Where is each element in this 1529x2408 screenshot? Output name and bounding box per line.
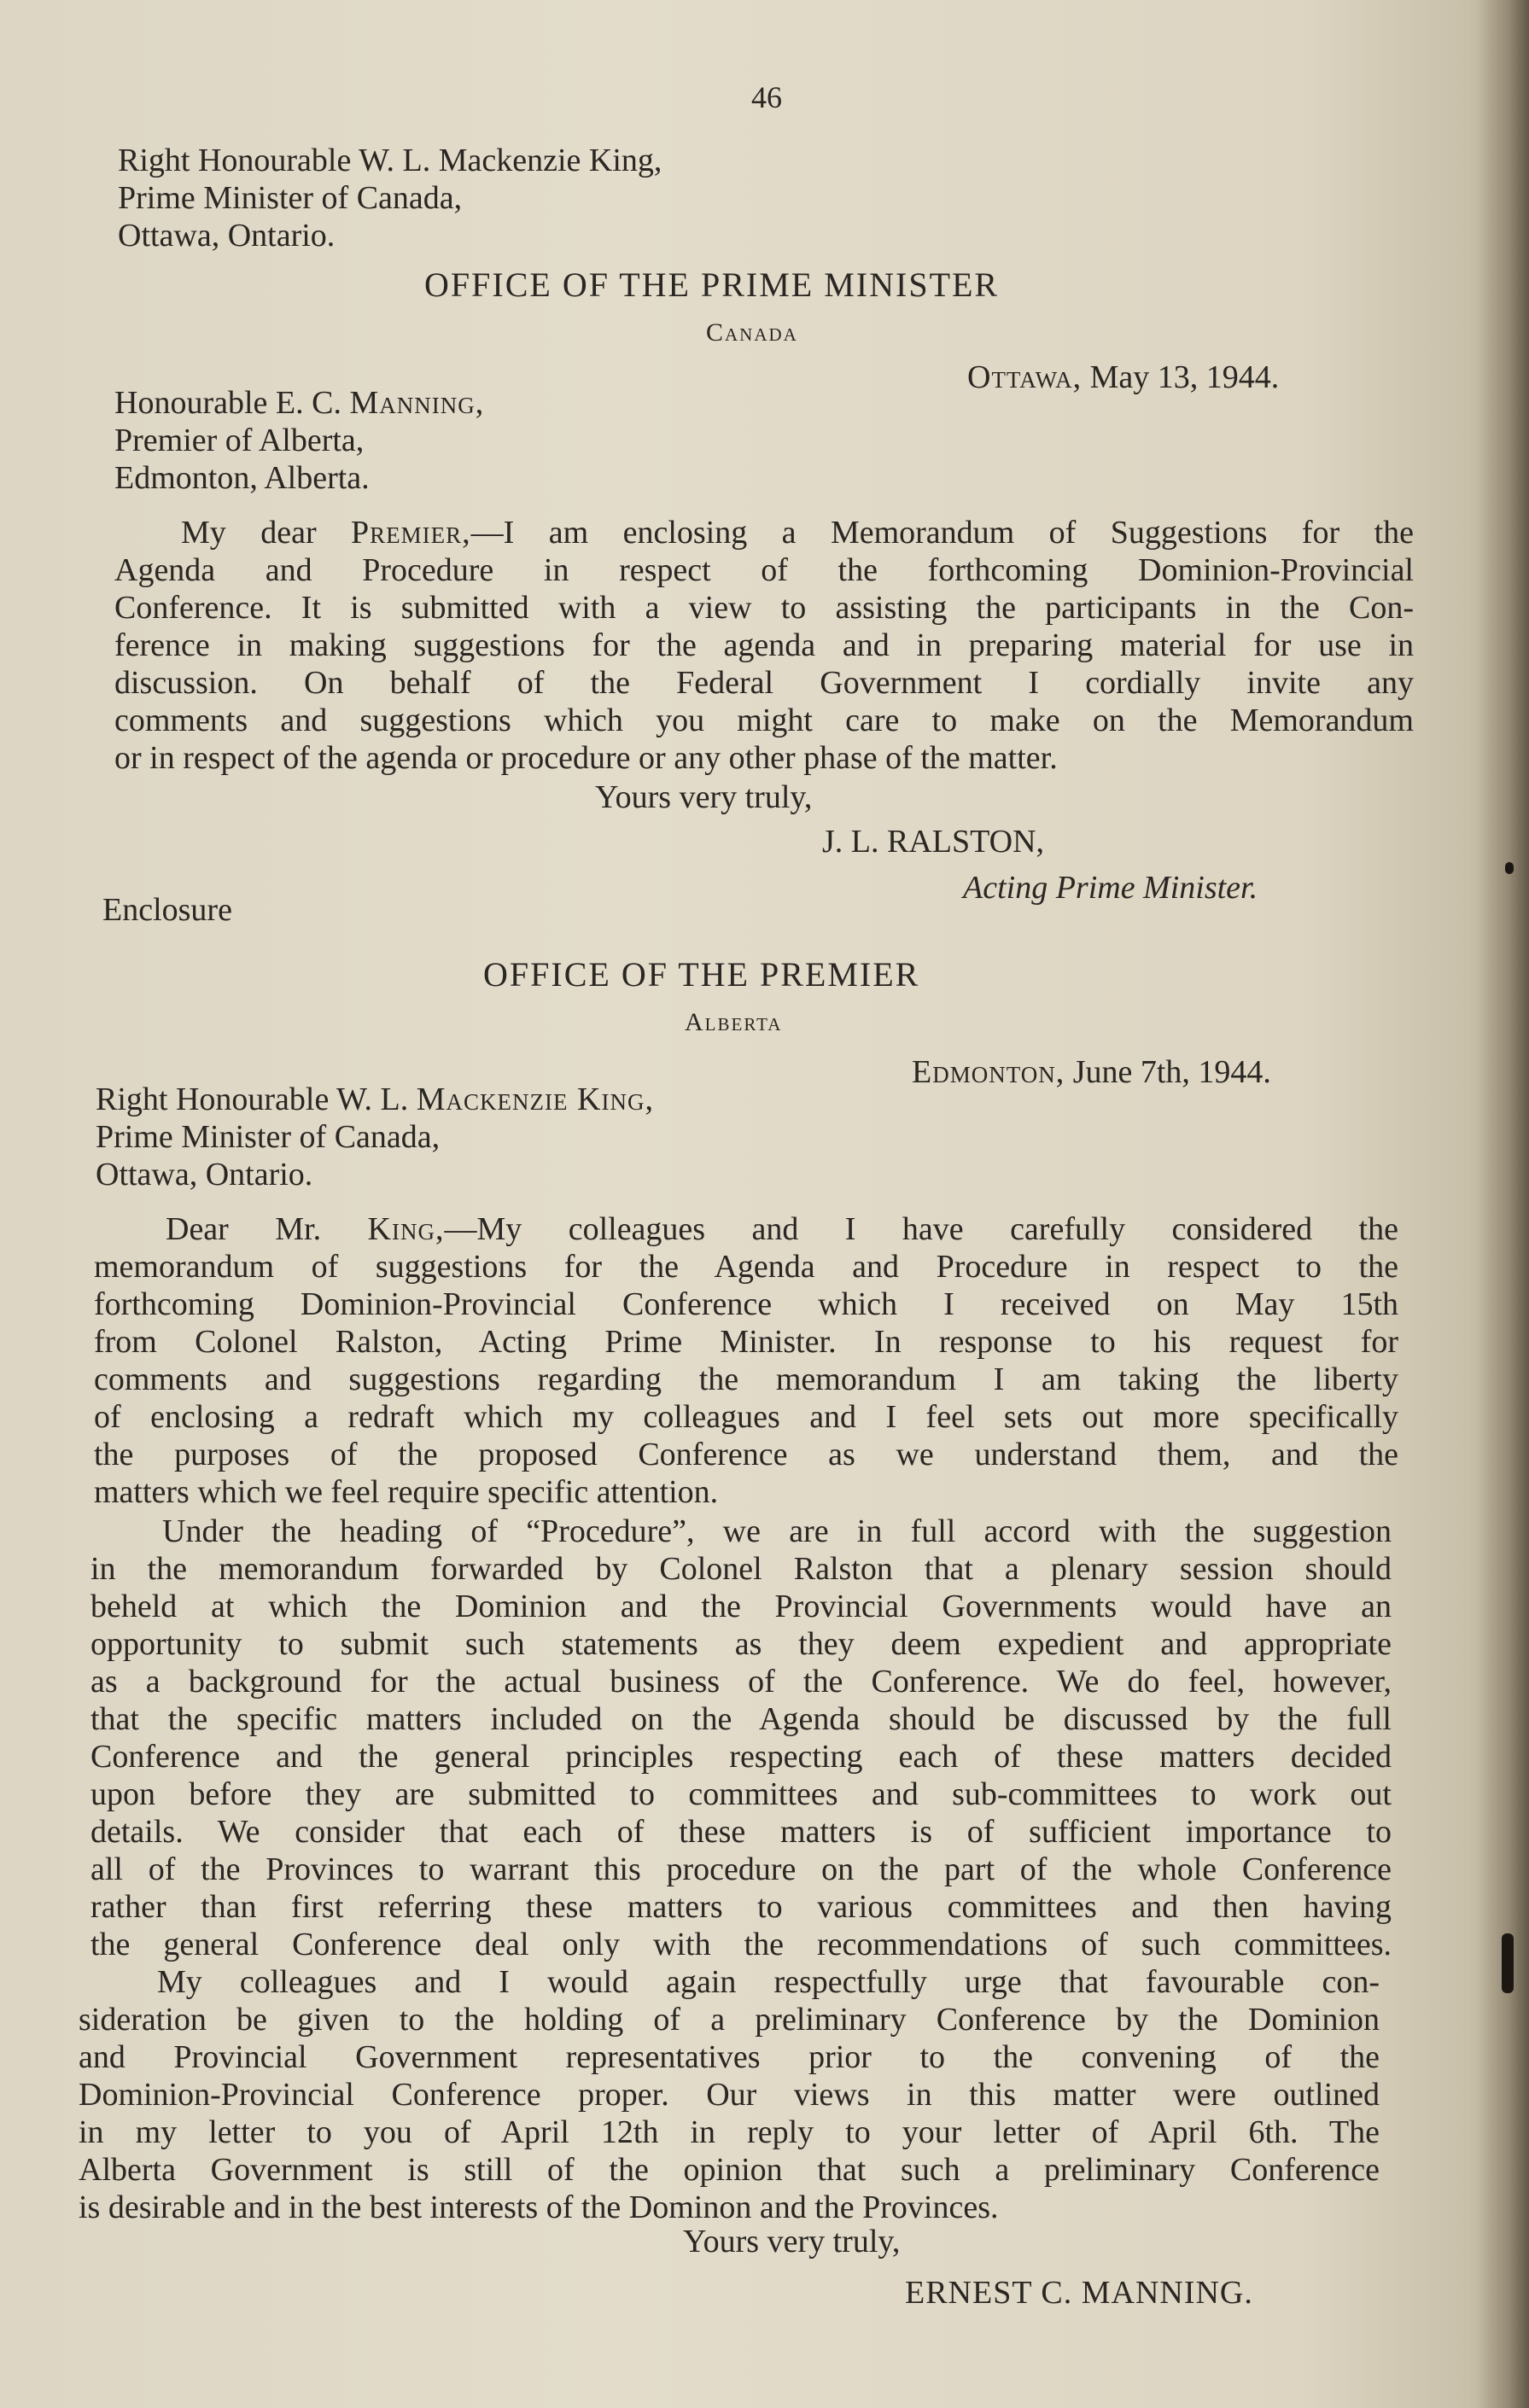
letter2-addressee-prefix: Right Honourable W. L. (96, 1082, 409, 1117)
letter1-body-line: Agenda and Procedure in respect of the forthcoming Dominion-Provincial (114, 552, 1414, 588)
book-spine-shadow (1478, 0, 1529, 2408)
letter2-p2-line: all of the Provinces to warrant this procedure on the part of the whole Conference (90, 1851, 1392, 1887)
letter2-p3-line: is desirable and in the best interests of the Dominon and the Provinces. (79, 2189, 999, 2225)
letter2-addressee-name: Mackenzie King, (416, 1082, 654, 1117)
letter2-p2-line: upon before they are submitted to committees and sub-committees to work out (90, 1776, 1392, 1812)
letter2-p3-line: Alberta Government is still of the opinion that such a preliminary Conference (79, 2152, 1380, 2188)
letter2-closing: Yours very truly, (683, 2224, 901, 2259)
letter2-addressee-line (96, 1081, 654, 1118)
letter1-enclosure: Enclosure (102, 892, 232, 928)
letter2-p2-line: opportunity to submit such statements as they deem expedient and appropriate (90, 1626, 1392, 1662)
letter1-signature: J. L. RALSTON, (822, 824, 1045, 860)
letter2-p1-first-line (166, 1210, 1398, 1248)
letter2-p2-line: rather than first referring these matters to various committees and then having (90, 1889, 1392, 1925)
letter1-recipient-line: Edmonton, Alberta. (114, 460, 370, 496)
letter1-recipient-prefix: Honourable E. C. (114, 385, 341, 421)
letter2-p3-line: My colleagues and I would again respectfully urge that favourable con- (157, 1964, 1380, 2000)
letter1-signer-title: Acting Prime Minister. (963, 870, 1258, 906)
letter2-addressee-line: Prime Minister of Canada, (96, 1119, 441, 1155)
letter1-closing: Yours very truly, (595, 779, 813, 815)
letter1-recipient-line (114, 384, 484, 422)
letter2-p1-text: —My colleagues and I have carefully considered the (444, 1211, 1398, 1247)
spine-mark (1502, 1933, 1514, 1993)
letter2-p3-line: Dominion-Provincial Conference proper. Our views in this matter were outlined (79, 2077, 1380, 2113)
letter1-addressee-line: Right Honourable W. L. Mackenzie King, (118, 143, 662, 178)
letter2-p3-line: and Provincial Government representatives prior to the convening of the (79, 2039, 1380, 2075)
letter1-addressee-line: Ottawa, Ontario. (118, 218, 336, 254)
letter2-p1-line: of enclosing a redraft which my colleagues and I feel sets out more specifically (94, 1399, 1398, 1435)
letter1-body-line: or in respect of the agenda or procedure or any other phase of the matter. (114, 740, 1058, 776)
letter2-p2-line: Under the heading of “Procedure”, we are in full accord with the suggestion (162, 1513, 1392, 1549)
letter1-office-heading: OFFICE OF THE PRIME MINISTER (424, 265, 1000, 304)
letter2-p3-line: in my letter to you of April 12th in reply to your letter of April 6th. The (79, 2114, 1380, 2150)
letter2-salutation-name: King, (367, 1211, 445, 1247)
letter1-body-line: discussion. On behalf of the Federal Government I cordially invite any (114, 665, 1414, 701)
letter2-date: June 7th, 1944. (1072, 1054, 1271, 1090)
letter2-office-heading: OFFICE OF THE PREMIER (483, 955, 920, 994)
letter2-p2-line: Conference and the general principles respecting each of these matters decided (90, 1739, 1392, 1775)
letter1-body-line: comments and suggestions which you might care to make on the Memorandum (114, 703, 1414, 738)
letter1-salutation: My dear (181, 515, 317, 551)
letter2-dateline (912, 1053, 1271, 1091)
letter1-recipient-surname: Manning, (349, 385, 485, 421)
letter2-province: Alberta (685, 1008, 783, 1036)
spine-mark (1505, 862, 1514, 874)
letter1-date: May 13, 1944. (1089, 359, 1280, 395)
letter1-salutation-name: Premier, (351, 515, 471, 551)
letter1-body-line: ference in making suggestions for the agenda and in preparing material for use in (114, 627, 1414, 663)
letter1-addressee-line: Prime Minister of Canada, (118, 180, 463, 216)
letter2-p1-line: from Colonel Ralston, Acting Prime Minister. In response to his request for (94, 1324, 1398, 1360)
letter2-p1-line: matters which we feel require specific attention. (94, 1474, 719, 1510)
letter1-body-first-line (181, 514, 1414, 551)
letter2-p3-line: sideration be given to the holding of a preliminary Conference by the Dominion (79, 2002, 1380, 2038)
letter2-p1-line: memorandum of suggestions for the Agenda and Procedure in respect to the (94, 1249, 1398, 1285)
letter2-p2-line: that the specific matters included on the Agenda should be discussed by the full (90, 1701, 1392, 1737)
letter1-body-text: —I am enclosing a Memorandum of Suggestions for the (470, 515, 1414, 551)
letter2-place: Edmonton, (912, 1054, 1065, 1090)
letter2-p2-line: as a background for the actual business of the Conference. We do feel, however, (90, 1664, 1392, 1700)
letter2-salutation: Dear Mr. (166, 1211, 322, 1247)
letter1-dateline (967, 359, 1279, 396)
letter1-country: Canada (706, 318, 798, 347)
letter2-p1-line: forthcoming Dominion-Provincial Conference which I received on May 15th (94, 1286, 1398, 1322)
letter1-recipient-line: Premier of Alberta, (114, 423, 365, 458)
letter2-p1-line: comments and suggestions regarding the memorandum I am taking the liberty (94, 1361, 1398, 1397)
letter2-p2-line: the general Conference deal only with the recommendations of such committees. (90, 1927, 1392, 1962)
letter2-p2-line: in the memorandum forwarded by Colonel Ralston that a plenary session should (90, 1551, 1392, 1587)
letter2-addressee-line: Ottawa, Ontario. (96, 1157, 313, 1192)
letter2-p2-line: beheld at which the Dominion and the Provincial Governments would have an (90, 1589, 1392, 1624)
letter2-p1-line: the purposes of the proposed Conference as we understand them, and the (94, 1437, 1398, 1472)
letter2-p2-line: details. We consider that each of these matters is of sufficient importance to (90, 1814, 1392, 1850)
letter2-signature: ERNEST C. MANNING. (905, 2275, 1253, 2311)
letter1-body-line: Conference. It is submitted with a view to assisting the participants in the Con- (114, 590, 1414, 626)
letter1-place: Ottawa, (967, 359, 1083, 395)
page-number: 46 (751, 80, 782, 114)
